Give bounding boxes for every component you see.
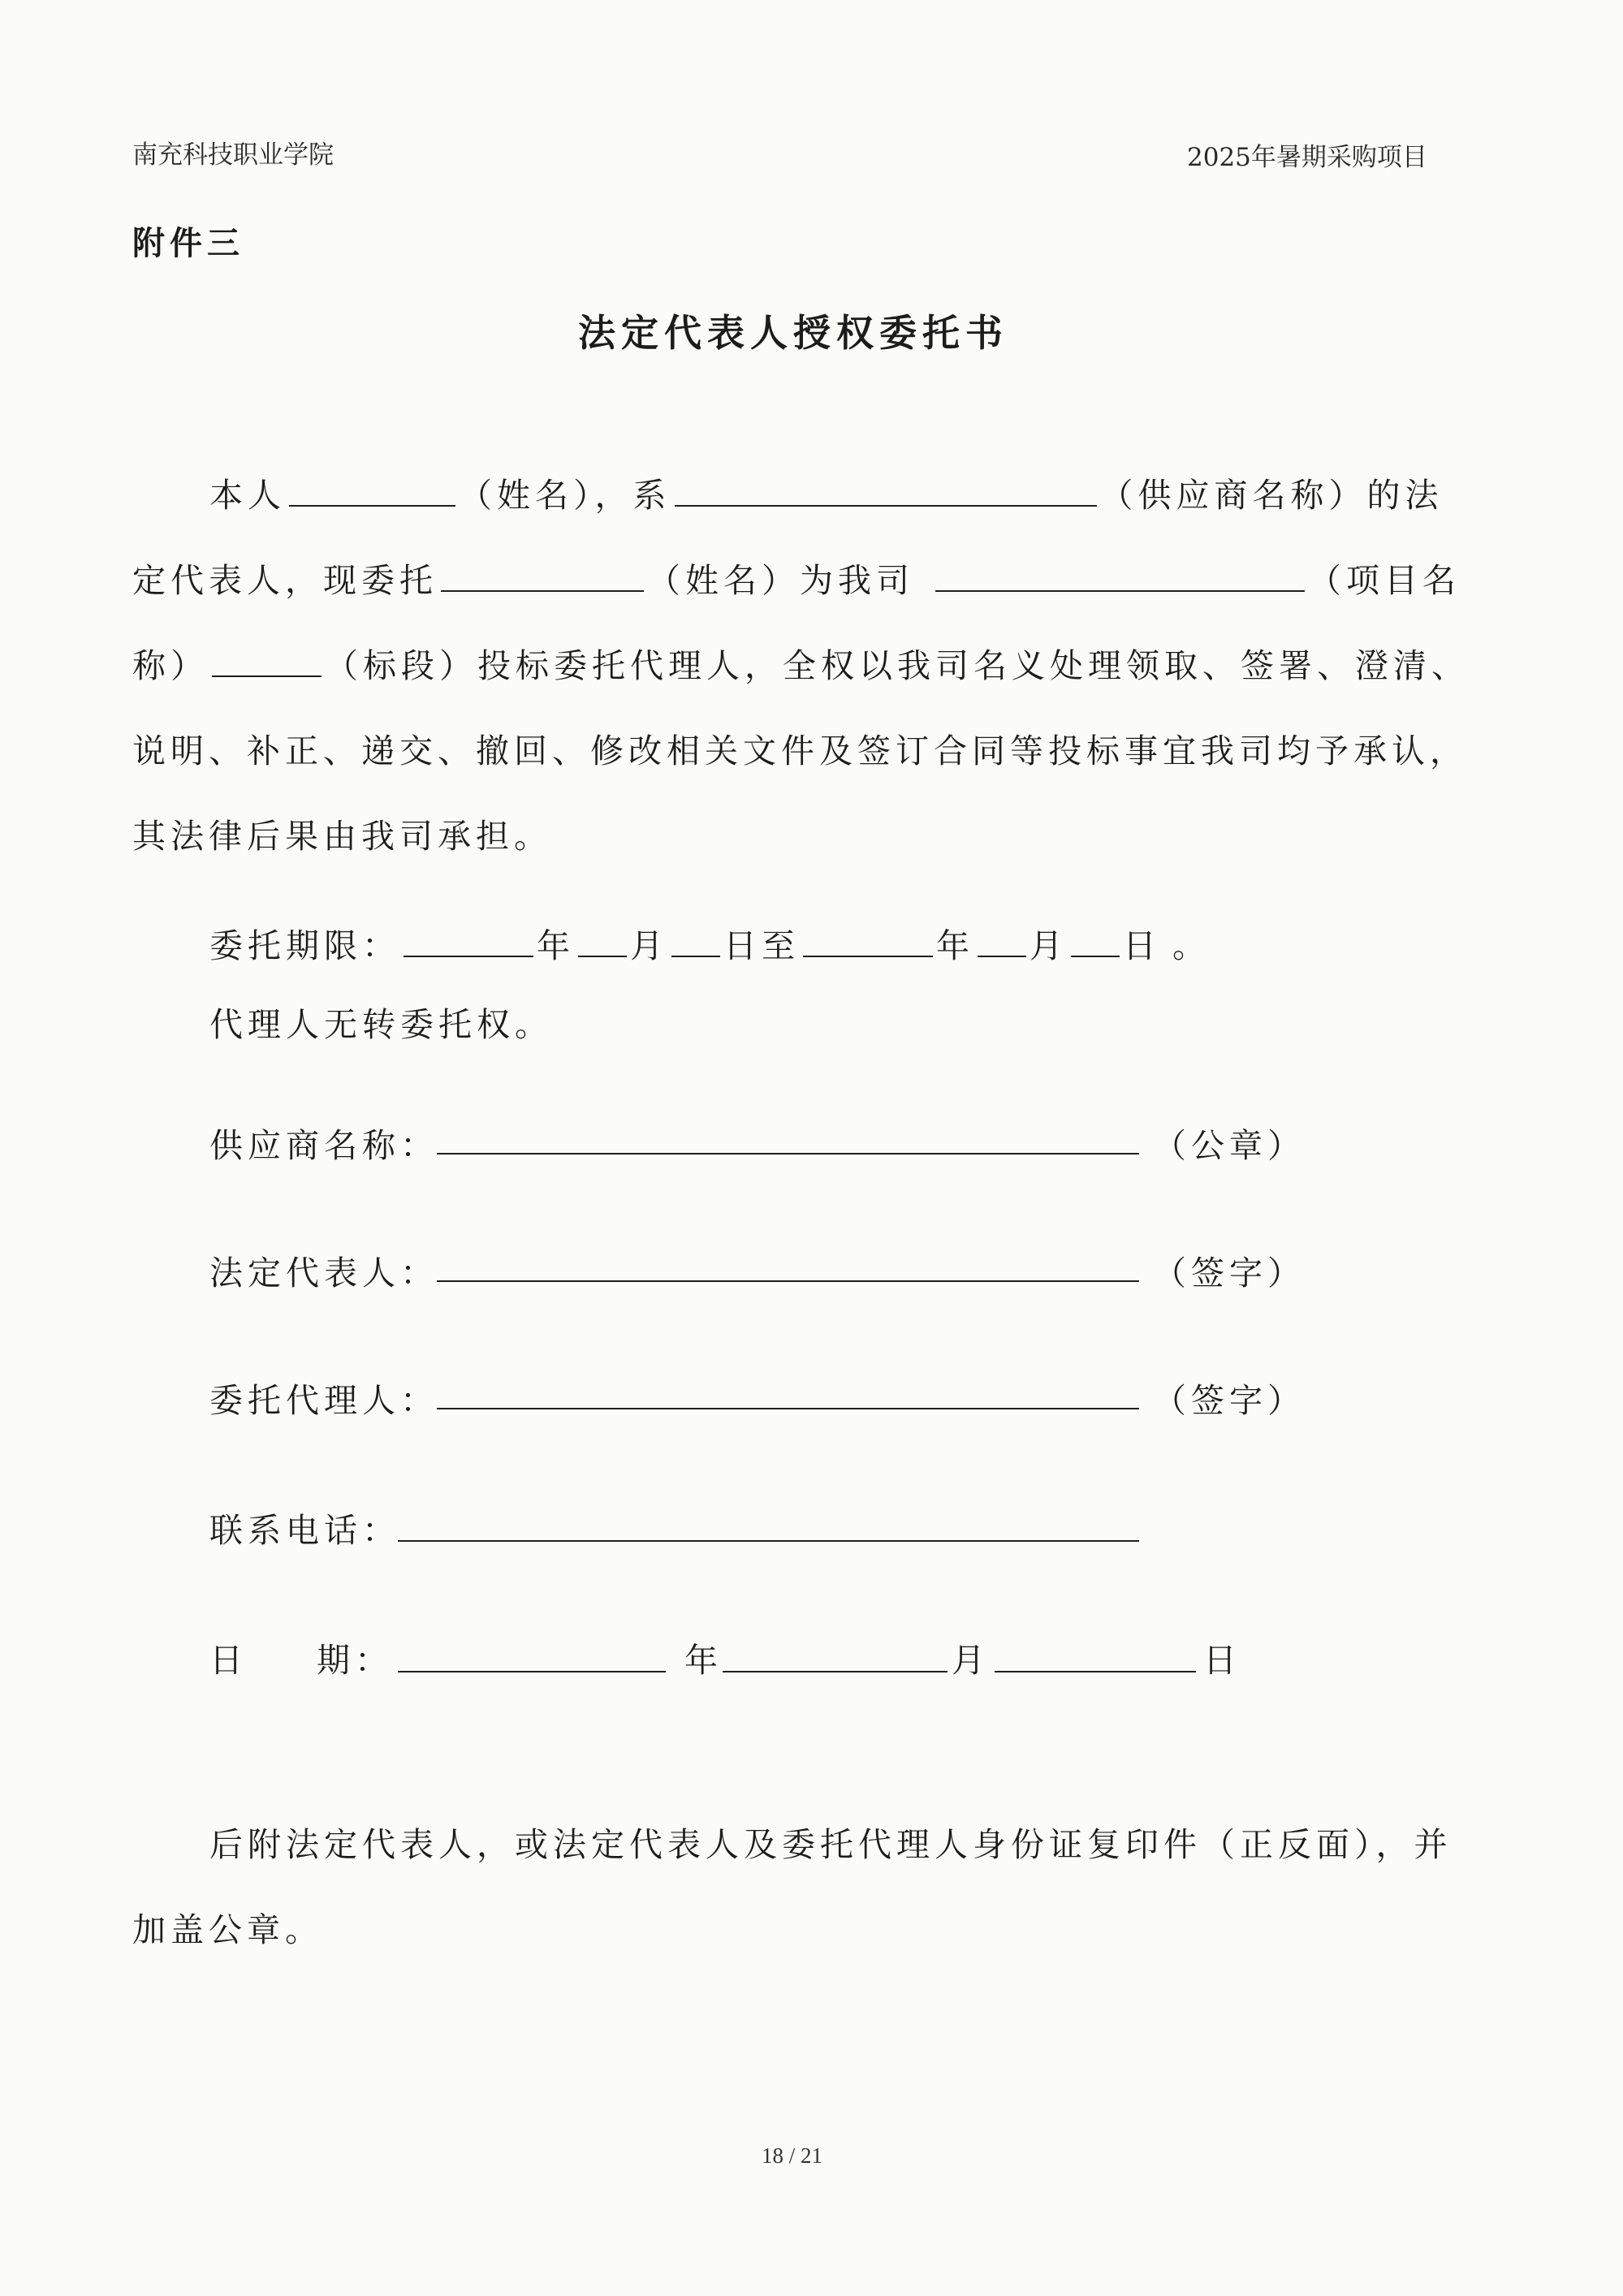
date-month-unit: 月 [952,1641,990,1680]
header-project: 2025年暑期采购项目 [1187,143,1427,172]
date-day-field[interactable] [995,1671,1196,1672]
agent-signature-field[interactable] [437,1408,1139,1409]
legal-rep-signature-field[interactable] [437,1280,1139,1282]
paragraph-line-3: 称） （标段）投标委托代理人，全权以我司名义处理领取、签署、澄清、 [132,646,1470,685]
section-blank[interactable] [212,675,322,677]
paragraph-line-5: 其法律后果由我司承担。 [132,817,552,856]
term-start-day-blank[interactable] [671,955,720,957]
header-school: 南充科技职业学院 [132,140,334,170]
term-end-day-blank[interactable] [1071,955,1120,957]
term-start-month-blank[interactable] [578,955,627,957]
legal-rep-label: 法定代表人： [209,1254,438,1293]
paragraph-line-2: 定代表人，现委托 （姓名）为我司 （项目名 [132,561,1461,600]
agent-name-blank[interactable] [441,589,644,592]
term-end-month-blank[interactable] [978,955,1026,957]
footer-note-line-1: 后附法定代表人，或法定代表人及委托代理人身份证复印件（正反面），并 [209,1825,1452,1864]
supplier-name-blank[interactable] [675,504,1097,507]
supplier-name-label: 供应商名称： [209,1126,438,1165]
footer-note-line-2: 加盖公章。 [132,1910,323,1949]
supplier-name-field[interactable] [437,1153,1139,1154]
term-line: 委托期限： 年 月 日至 年 月 日 。 [209,926,1211,965]
date-year-unit: 年 [684,1641,723,1680]
date-year-field[interactable] [398,1671,666,1672]
no-transfer-note: 代理人无转委托权。 [209,1005,553,1044]
date-day-unit: 日 [1203,1641,1241,1680]
supplier-seal-note: （公章） [1153,1126,1306,1165]
agent-label: 委托代理人： [209,1381,438,1420]
page-number: 18 / 21 [762,2143,823,2168]
term-end-year-blank[interactable] [803,955,933,957]
date-month-field[interactable] [723,1671,947,1672]
agent-sign-note: （签字） [1153,1381,1306,1420]
date-label-char-2: 期： [317,1641,393,1680]
term-start-year-blank[interactable] [404,955,533,957]
date-label-char-1: 日 [209,1641,248,1680]
phone-field[interactable] [398,1540,1139,1542]
name-blank[interactable] [289,504,455,507]
phone-label: 联系电话： [209,1511,400,1550]
paragraph-line-1: 本人 （姓名），系 （供应商名称）的法 [209,476,1444,515]
legal-rep-sign-note: （签字） [1153,1254,1306,1293]
attachment-label: 附件三 [132,224,244,262]
project-name-blank[interactable] [935,589,1305,592]
paragraph-line-4: 说明、补正、递交、撤回、修改相关文件及签订合同等投标事宜我司均予承认， [132,732,1468,770]
document-title: 法定代表人授权委托书 [578,311,1008,355]
